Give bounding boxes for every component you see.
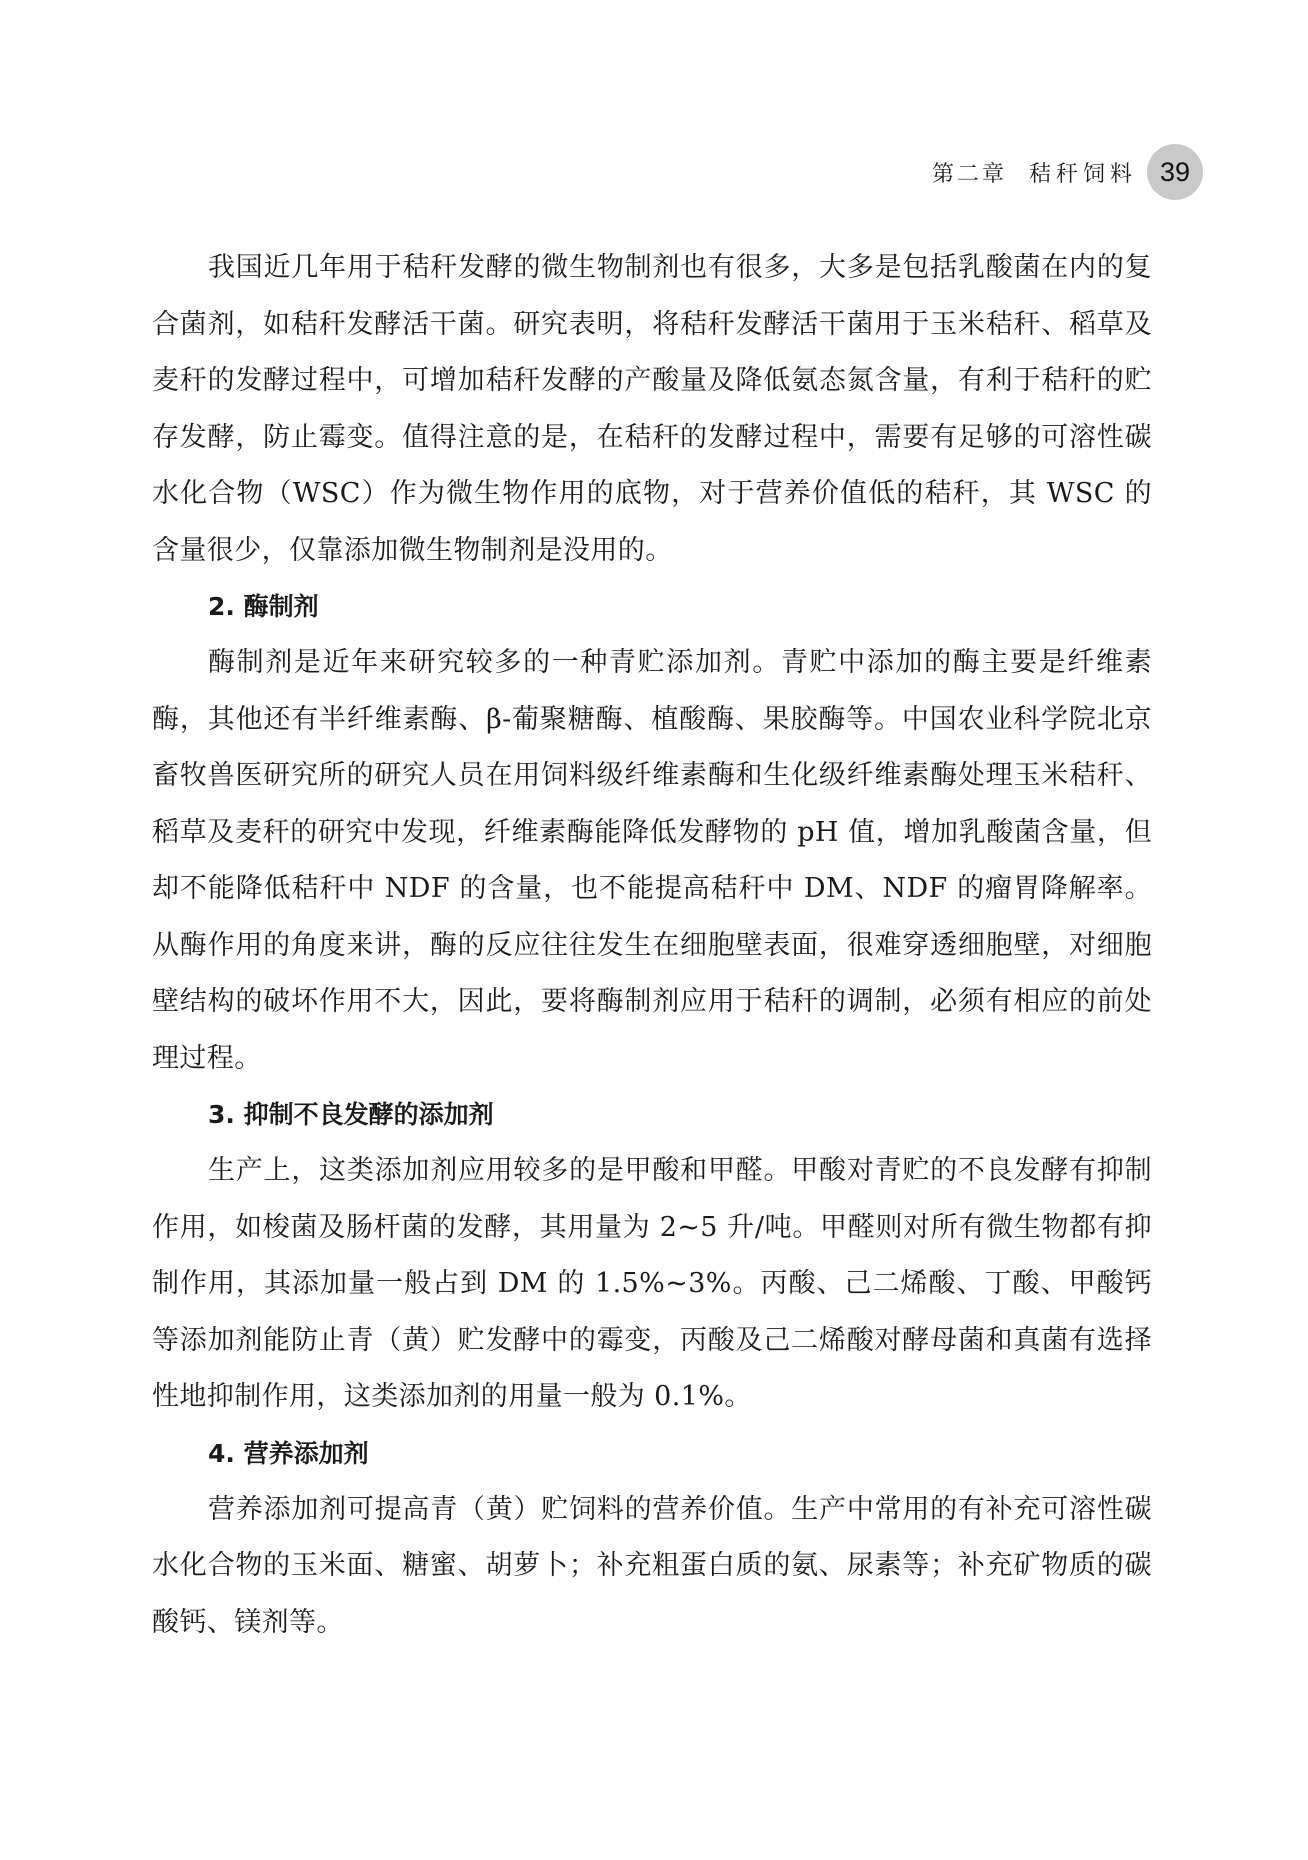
chapter-title: 秸秆饲料 bbox=[1028, 161, 1137, 187]
paragraph-enzyme: 酶制剂是近年来研究较多的一种青贮添加剂。青贮中添加的酶主要是纤维素酶，其他还有半纤维素酶、β-葡聚糖酶、植酸酶、果胶酶等。中国农业科学院北京畜牧兽医研究所的研究人员在用饲料级纤维素酶和生化级纤维素酶处理玉米秸秆、稻草及麦秆的研究中发现，纤维素酶能降低发酵物的 pH 值，增加乳酸菌含量，但却不能降低秸秆中 NDF 的含量，也不能提高秸秆中 DM、NDF 的瘤胃降解率。从酶作用的角度来讲，酶的反应往往发生在细胞壁表面，很难穿透细胞壁，对细胞壁结构的破坏作用不大，因此，要将酶制剂应用于秸秆的调制，必须有相应的前处理过程。 bbox=[152, 647, 1152, 1074]
page-number: 39 bbox=[1147, 144, 1203, 200]
page-body bbox=[152, 240, 1152, 1651]
heading-enzyme: 2. 酶制剂 bbox=[208, 592, 319, 621]
running-header bbox=[932, 144, 1203, 200]
paragraph-nutrient: 营养添加剂可提高青（黄）贮饲料的营养价值。生产中常用的有补充可溶性碳水化合物的玉米面、糖蜜、胡萝卜；补充粗蛋白质的氨、尿素等；补充矿物质的碳酸钙、镁剂等。 bbox=[152, 1493, 1152, 1638]
paragraph-inhibitor: 生产上，这类添加剂应用较多的是甲酸和甲醛。甲酸对青贮的不良发酵有抑制作用，如梭菌及肠杆菌的发酵，其用量为 2~5 升/吨。甲醛则对所有微生物都有抑制作用，其添加量一般占到 DM 的 1.5%~3%。丙酸、己二烯酸、丁酸、甲酸钙等添加剂能防止青（黄）贮发酵中的霉变，丙酸及己二烯酸对酵母菌和真菌有选择性地抑制作用，这类添加剂的用量一般为 0.1%。 bbox=[152, 1155, 1152, 1412]
paragraph-microbial: 我国近几年用于秸秆发酵的微生物制剂也有很多，大多是包括乳酸菌在内的复合菌剂，如秸秆发酵活干菌。研究表明，将秸秆发酵活干菌用于玉米秸秆、稻草及麦秆的发酵过程中，可增加秸秆发酵的产酸量及降低氨态氮含量，有利于秸秆的贮存发酵，防止霉变。值得注意的是，在秸秆的发酵过程中，需要有足够的可溶性碳水化合物（WSC）作为微生物作用的底物，对于营养价值低的秸秆，其 WSC 的含量很少，仅靠添加微生物制剂是没用的。 bbox=[152, 252, 1152, 566]
chapter-label: 第二章 bbox=[931, 161, 1007, 187]
heading-nutrient: 4. 营养添加剂 bbox=[208, 1438, 369, 1468]
heading-inhibitor: 3. 抑制不良发酵的添加剂 bbox=[208, 1100, 494, 1129]
